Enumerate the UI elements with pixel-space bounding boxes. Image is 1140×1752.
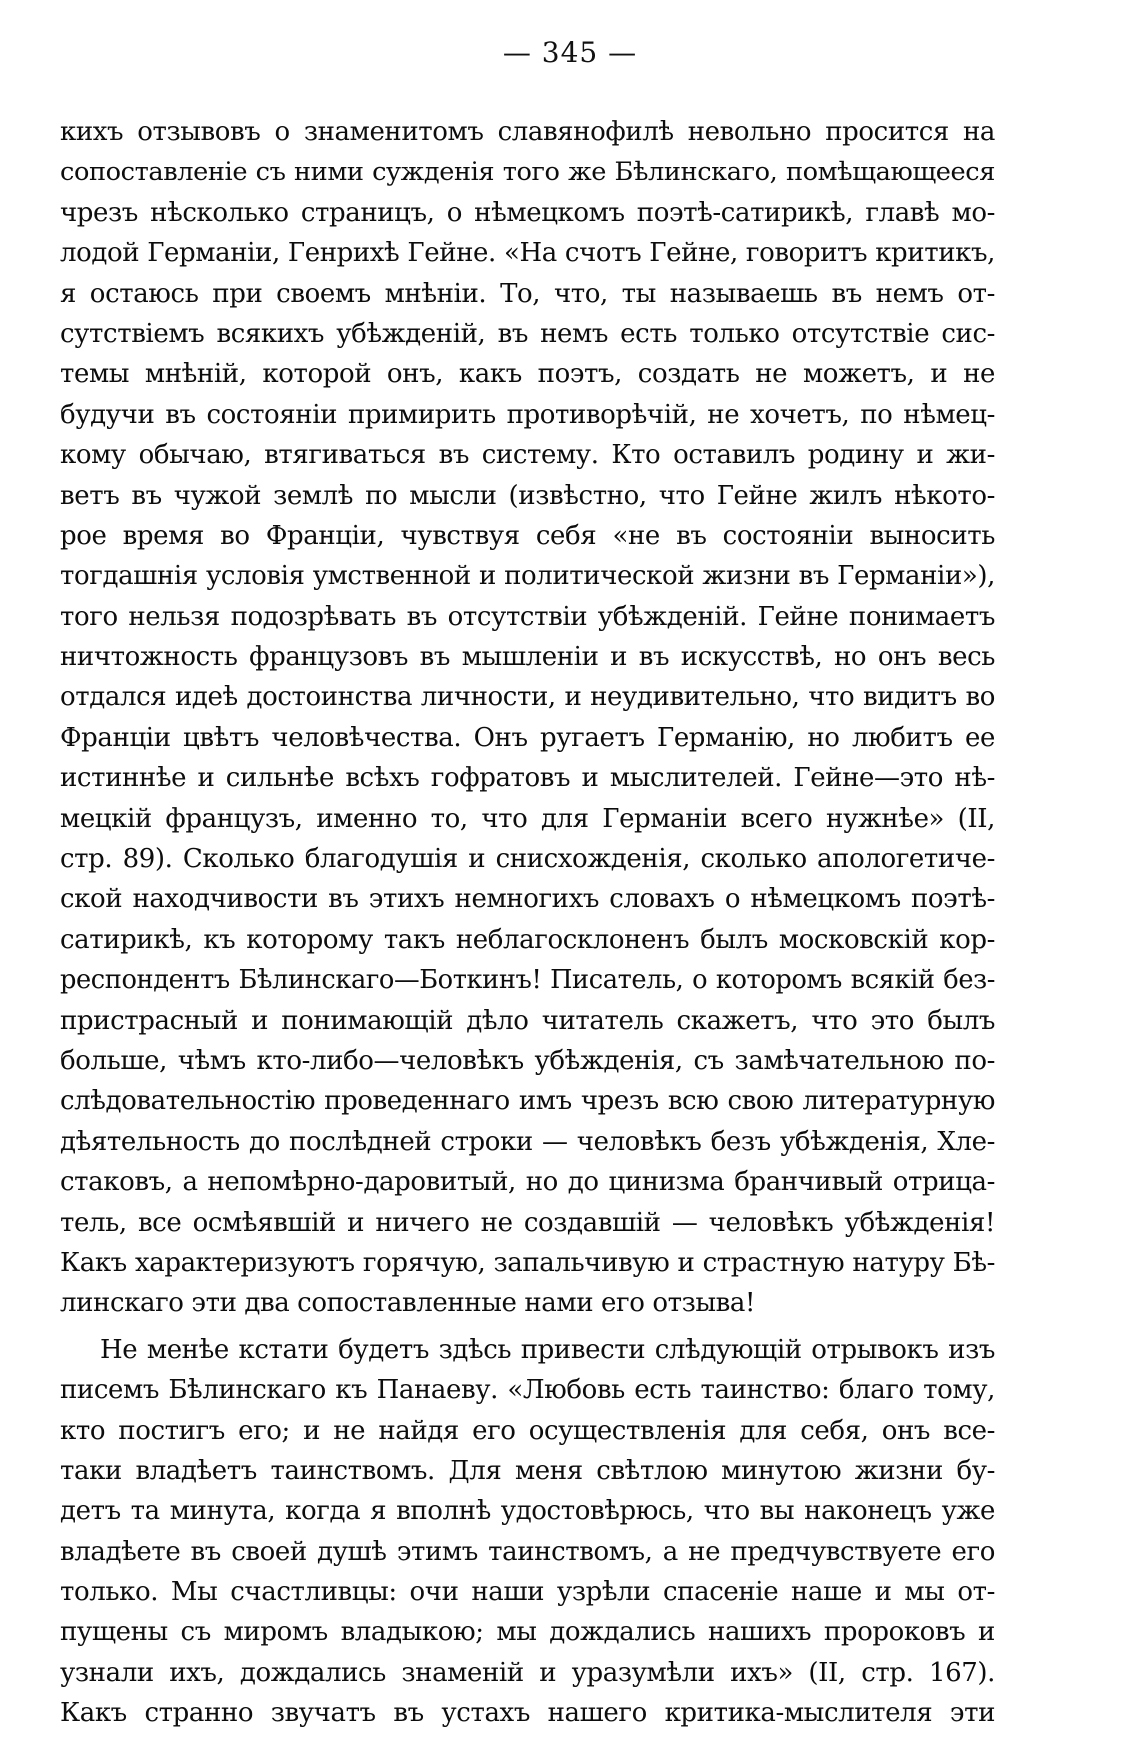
- text-line: ской находчивости въ этихъ немногихъ словахъ о нѣмецкомъ поэтѣ-: [60, 884, 995, 915]
- body-text: [60, 112, 995, 1734]
- text-line: отдался идеѣ достоинства личности, и неудивительно, что видитъ во: [60, 682, 995, 713]
- text-line: истиннѣе и сильнѣе всѣхъ гофратовъ и мыслителей. Гейне—это нѣ-: [60, 763, 995, 794]
- text-line: Франціи цвѣтъ человѣчества. Онъ ругаетъ Германію, но любитъ ее: [60, 722, 995, 753]
- page-number: — 345 —: [502, 36, 638, 69]
- text-line: дѣятельность до послѣдней строки — человѣкъ безъ убѣжденія, Хле-: [60, 1126, 995, 1157]
- text-line: детъ та минута, когда я вполнѣ удостовѣрюсь, что вы наконецъ уже: [60, 1496, 995, 1527]
- text-line: респондентъ Бѣлинскаго—Боткинъ! Писатель, о которомъ всякій без-: [60, 965, 995, 996]
- text-line: слѣдовательностію проведеннаго имъ чрезъ всю свою литературную: [60, 1086, 995, 1117]
- paragraph-1: [60, 112, 995, 1324]
- text-line: кто постигъ его; и не найдя его осуществленія для себя, онъ все-: [60, 1415, 995, 1446]
- text-line: кихъ отзывовъ о знаменитомъ славянофилѣ невольно просится на: [60, 117, 995, 147]
- text-line: только. Мы счастливцы: очи наши узрѣли спасеніе наше и мы от-: [60, 1577, 995, 1608]
- text-line: Не менѣе кстати будетъ здѣсь привести слѣдующій отрывокъ изъ: [100, 1334, 995, 1365]
- text-line: таки владѣетъ таинствомъ. Для меня свѣтлою минутою жизни бу-: [60, 1455, 995, 1486]
- text-line: сутствіемъ всякихъ убѣжденій, въ немъ есть только отсутствіе сис-: [60, 318, 995, 349]
- text-line: владѣете въ своей душѣ этимъ таинствомъ, а не предчувствуете его: [60, 1536, 995, 1567]
- text-line: тель, все осмѣявшій и ничего не создавшій — человѣкъ убѣжденія!: [60, 1207, 995, 1238]
- text-line: того нельзя подозрѣвать въ отсутствіи убѣжденій. Гейне понимаетъ: [60, 601, 995, 632]
- text-line: будучи въ состояніи примирить противорѣчій, не хочетъ, по нѣмец-: [60, 399, 995, 430]
- text-line: стр. 89). Сколько благодушія и снисхожденія, сколько апологетиче-: [60, 844, 995, 875]
- text-line: линскаго эти два сопоставленные нами его отзыва!: [60, 1288, 756, 1319]
- text-line: тогдашнія условія умственной и политической жизни въ Германіи»),: [60, 561, 995, 592]
- text-line: Какъ характеризуютъ горячую, запальчивую и страстную натуру Бѣ-: [60, 1247, 995, 1278]
- text-line: ничтожность французовъ въ мышленіи и въ искусствѣ, но онъ весь: [60, 642, 995, 673]
- text-line: пристрасный и понимающій дѣло читатель скажетъ, что это былъ: [60, 1005, 995, 1036]
- text-line: я остаюсь при своемъ мнѣніи. То, что, ты называешь въ немъ от-: [60, 278, 995, 309]
- text-line: пущены съ миромъ владыкою; мы дождались нашихъ пророковъ и: [60, 1617, 995, 1648]
- text-line: сатирикѣ, къ которому такъ неблагосклоненъ былъ московскій кор-: [60, 924, 995, 955]
- text-line: писемъ Бѣлинскаго къ Панаеву. «Любовь есть таинство: благо тому,: [60, 1375, 995, 1406]
- text-line: сопоставленіе съ ними сужденія того же Бѣлинскаго, помѣщающееся: [60, 157, 995, 188]
- text-line: больше, чѣмъ кто-либо—человѣкъ убѣжденія, съ замѣчательною по-: [60, 1045, 995, 1076]
- text-line: кому обычаю, втягиваться въ систему. Кто оставилъ родину и жи-: [60, 440, 995, 471]
- text-line: мецкій французъ, именно то, что для Германіи всего нужнѣе» (II,: [60, 803, 995, 834]
- paragraph-2: [60, 1330, 995, 1734]
- text-line: рое время во Франціи, чувствуя себя «не въ состояніи выносить: [60, 520, 995, 551]
- text-line: темы мнѣній, которой онъ, какъ поэтъ, создать не можетъ, и не: [60, 359, 995, 390]
- text-line: чрезъ нѣсколько страницъ, о нѣмецкомъ поэтѣ-сатирикѣ, главѣ мо-: [60, 197, 995, 228]
- text-line: ветъ въ чужой землѣ по мысли (извѣстно, что Гейне жилъ нѣкото-: [60, 480, 995, 511]
- text-line: узнали ихъ, дождались знаменій и уразумѣли ихъ» (II, стр. 167).: [60, 1657, 995, 1688]
- text-line: лодой Германіи, Генрихѣ Гейне. «На счотъ Гейне, говоритъ критикъ,: [60, 238, 995, 269]
- text-line: Какъ странно звучатъ въ устахъ нашего критика-мыслителя эти: [60, 1698, 995, 1729]
- text-line: стаковъ, а непомѣрно-даровитый, но до цинизма бранчивый отрица-: [60, 1167, 995, 1198]
